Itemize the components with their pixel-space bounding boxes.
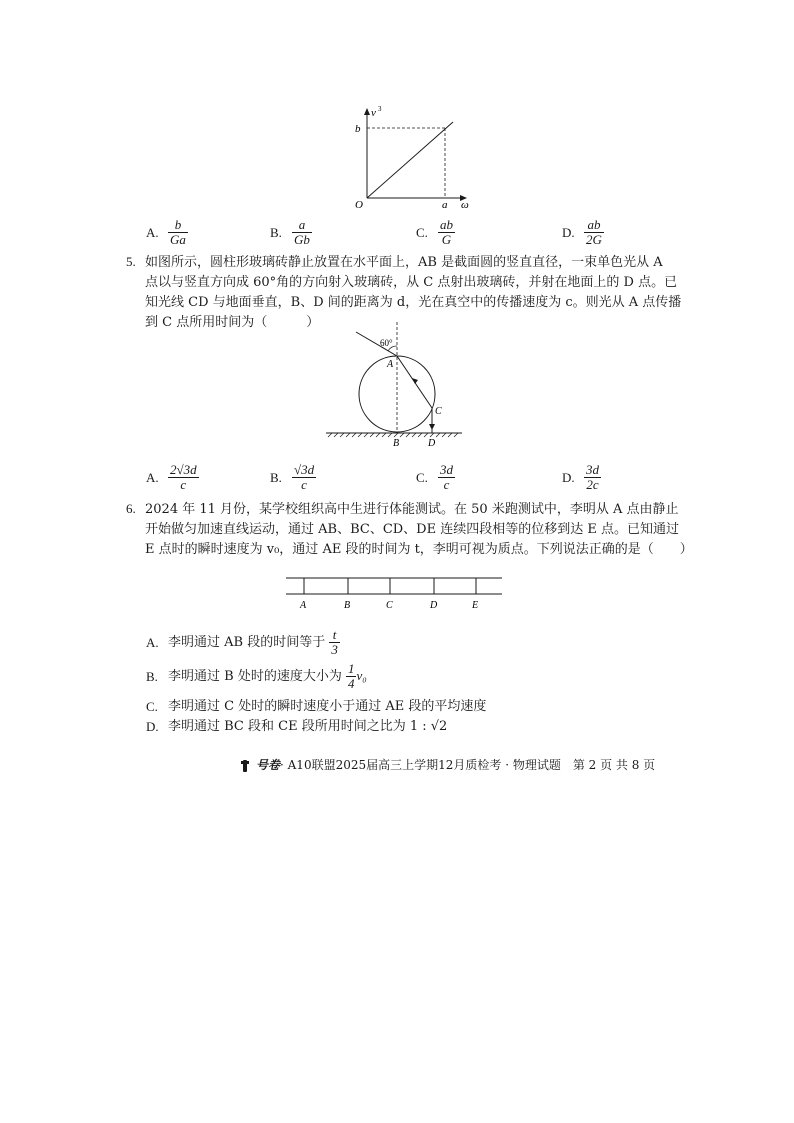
q5-stem-line-4: 到 C 点所用时间为（ ） — [145, 315, 320, 330]
graph-a-mark: a — [442, 199, 448, 210]
q4-option-c[interactable]: C. $\frac{ab}{G}$ — [416, 217, 453, 247]
footer-brand: 号卷 — [256, 758, 281, 772]
page-footer — [240, 756, 655, 773]
q6-stem-line-2: 开始做匀加速直线运动，通过 AB、BC、CD、DE 连续四段相等的位移到达 E 点。已知通过 — [145, 522, 679, 537]
q6-option-d[interactable]: D. 李明通过 BC 段和 CE 段所用时间之比为 1 : √2 — [146, 718, 448, 734]
q5-stem-line-1: 如图所示，圆柱形玻璃砖静止放置在水平面上，AB 是截面圆的竖直直径，一束单色光从 A — [145, 255, 663, 270]
q6-a-text: 李明通过 AB 段的时间等于 — [168, 635, 326, 650]
q4-c-den: G — [441, 232, 452, 247]
q5-option-d[interactable]: D. $\frac{3d}{2c}$ — [562, 462, 599, 492]
q5-c-den: c — [443, 477, 450, 492]
q5-option-b[interactable]: B. $\frac{√3d}{c}$ — [270, 462, 315, 492]
q6-a-den: 3 — [331, 642, 338, 657]
q6-c-text: 李明通过 C 处时的瞬时速度小于通过 AE 段的平均速度 — [168, 699, 487, 714]
q4-a-den: Ga — [170, 232, 186, 247]
q4-option-a[interactable]: A. $\frac{b}{Ga}$ — [146, 217, 186, 247]
q5-option-a[interactable]: A. $\frac{2√3d}{c}$ — [146, 462, 197, 492]
track-point-d: D — [430, 600, 438, 611]
q4-option-b[interactable]: B. $\frac{a}{Gb}$ — [270, 217, 310, 247]
q5-b-num: √3d — [294, 462, 315, 477]
q6-a-num: t — [329, 628, 340, 643]
q4-c-num: ab — [440, 217, 453, 232]
q4-b-num: a — [292, 218, 312, 233]
q6-option-c[interactable]: C. 李明通过 C 处时的瞬时速度小于通过 AE 段的平均速度 — [146, 698, 487, 714]
point-a-label: A — [387, 359, 394, 370]
track-point-a: A — [300, 600, 307, 611]
running-track-figure — [280, 570, 510, 616]
q5-number: 5. — [126, 254, 136, 269]
q5-d-num: 3d — [586, 462, 599, 477]
point-b-label: B — [393, 438, 400, 449]
q6-b-num: 1 — [347, 661, 355, 676]
graph-y-label: v — [371, 107, 376, 119]
q6-number: 6. — [126, 501, 136, 516]
point-d-label: D — [428, 438, 436, 449]
q6-b-text: 李明通过 B 处时的速度大小为 — [168, 669, 342, 684]
graph-y-exponent: 3 — [378, 105, 382, 113]
graph-b-mark: b — [355, 123, 361, 135]
v3-omega-graph — [345, 100, 475, 210]
q5-b-den: c — [301, 477, 307, 492]
q6-b-suffix: v₀ — [356, 668, 367, 683]
q5-stem-line-2: 点以与竖直方向成 60°角的方向射入玻璃砖，从 C 点射出玻璃砖，并射在地面上的 D 点。已 — [145, 275, 678, 290]
brand-logo-icon — [240, 759, 254, 773]
angle-label: 60° — [380, 338, 393, 348]
q6-d-text: 李明通过 BC 段和 CE 段所用时间之比为 1 : √2 — [168, 719, 448, 734]
q4-d-num: ab — [584, 218, 604, 233]
q6-stem-line-1: 2024 年 11 月份，某学校组织高中生进行体能测试。在 50 米跑测试中，李明从 A 点由静止 — [145, 502, 679, 517]
glass-cylinder-figure — [320, 318, 470, 450]
q4-d-den: 2G — [586, 232, 602, 247]
q6-b-den: 4 — [347, 676, 355, 691]
q4-option-d[interactable]: D. $\frac{ab}{2G}$ — [562, 217, 602, 247]
q6-option-a[interactable]: A. 李明通过 AB 段的时间等于 $\frac{t}{3}$ — [146, 627, 338, 657]
graph-origin: O — [355, 199, 363, 210]
track-point-c: C — [386, 600, 393, 611]
q5-stem-line-3: 知光线 CD 与地面垂直，B、D 间的距离为 d，光在真空中的传播速度为 c。则光从 A 点传播 — [145, 295, 682, 310]
q5-d-den: 2c — [586, 477, 599, 492]
point-c-label: C — [435, 406, 442, 417]
q6-stem-line-3: E 点时的瞬时速度为 v₀，通过 AE 段的时间为 t，李明可视为质点。下列说法正确的是（ ） — [145, 542, 693, 557]
track-point-b: B — [344, 600, 351, 611]
q5-a-den: c — [180, 477, 187, 492]
q5-c-num: 3d — [440, 462, 453, 477]
graph-x-label: ω — [461, 199, 469, 210]
q4-b-den: Gb — [294, 232, 310, 247]
q4-a-num: b — [168, 218, 188, 233]
q6-option-b[interactable]: B. 李明通过 B 处时的速度大小为 $\frac{1}{4}$ v₀ — [146, 661, 367, 691]
q5-a-num: 2√3d — [170, 462, 197, 477]
track-point-e: E — [472, 600, 479, 611]
footer-text: · A10联盟2025届高三上学期12月质检考 · 物理试题 第 2 页 共 8 页 — [280, 758, 656, 772]
q5-option-c[interactable]: C. $\frac{3d}{c}$ — [416, 462, 453, 492]
